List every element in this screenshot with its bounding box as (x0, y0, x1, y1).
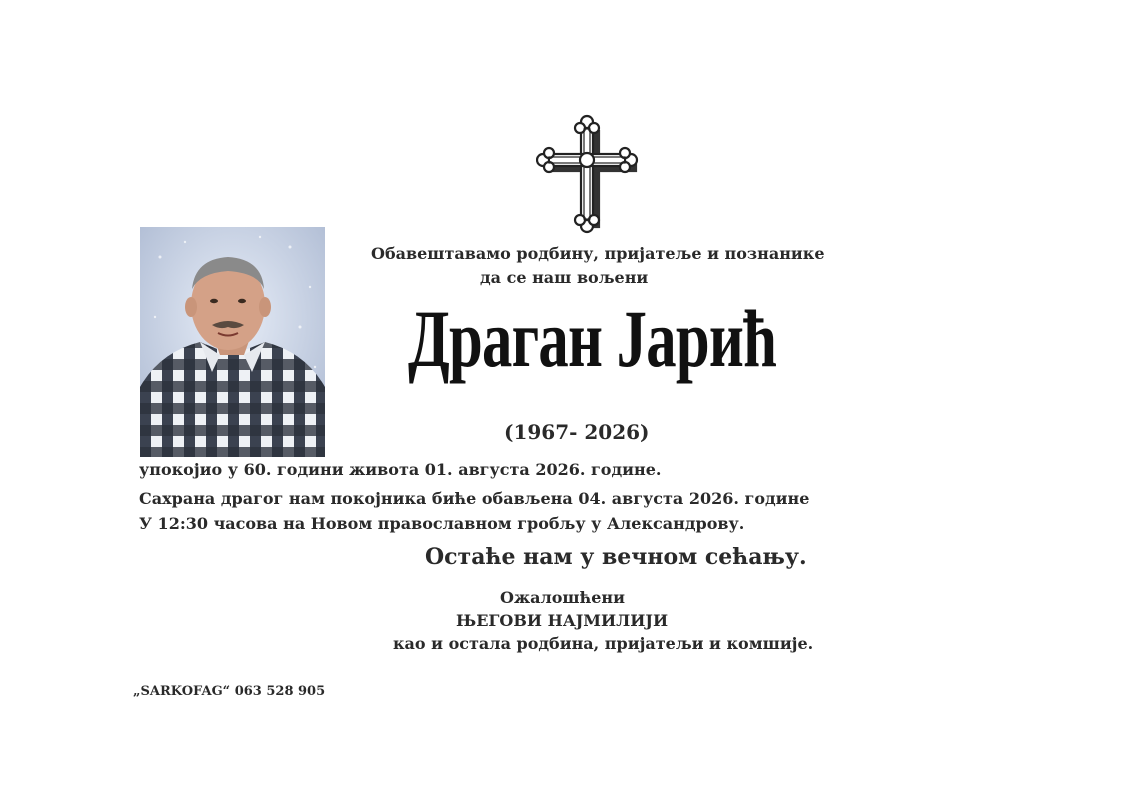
mourners-family: ЊЕГОВИ НАЈМИЛИЈИ (456, 611, 669, 630)
orthodox-cross-icon (536, 114, 650, 236)
funeral-info-text: Сахрана драгог нам покојника биће обављена 04. августа 2026. године (139, 489, 810, 508)
death-info-text: упокојио у 60. години живота 01. августа 2026. године. (139, 460, 662, 479)
mourners-heading: Ожалошћени (500, 588, 625, 607)
deceased-photo (140, 227, 325, 457)
mourners-others: као и остала родбина, пријатељи и комшије. (393, 634, 814, 653)
funeral-place-text: У 12:30 часова на Новом православном гробљу у Александрову. (139, 514, 745, 533)
life-years: (1967- 2026) (504, 420, 650, 444)
deceased-name: Драган Јарић (408, 293, 777, 384)
intro-text-line-1: Обавештавамо родбину, пријатеље и познанике (371, 244, 825, 263)
memorial-phrase: Остаће нам у вечном сећању. (425, 544, 807, 570)
funeral-home-contact: „SARKOFAG“ 063 528 905 (133, 684, 326, 699)
intro-text-line-2: да се наш вољени (480, 268, 649, 287)
